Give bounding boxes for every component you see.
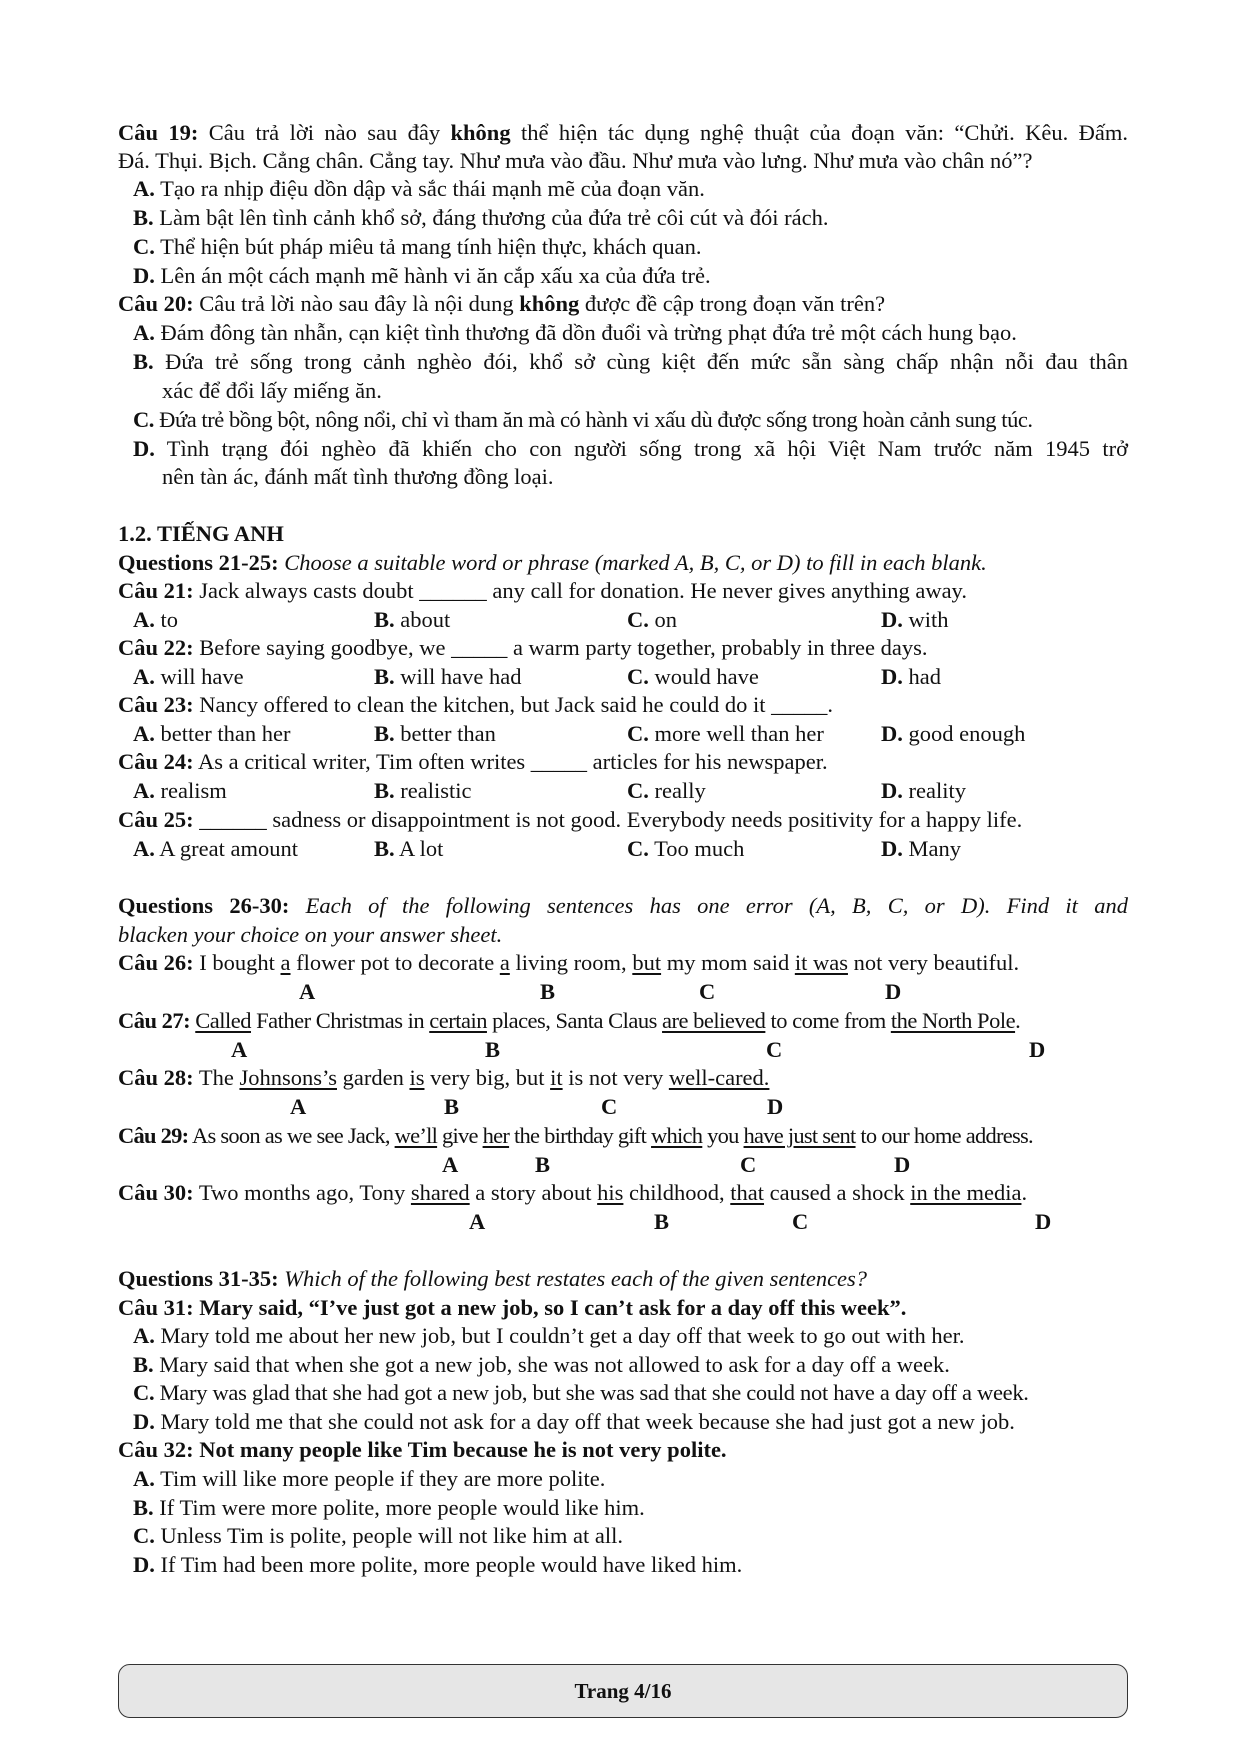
section-heading-english: 1.2. TIẾNG ANH: [118, 521, 284, 546]
q27-sentence: Câu 27: Called Father Christmas in certain places, Santa Claus are believed to come from the North Pole.: [118, 1008, 1021, 1033]
q27-letter-b: B: [485, 1037, 501, 1062]
q28-part-b[interactable]: is: [409, 1065, 425, 1090]
q20-option-d[interactable]: D. Tình trạng đói nghèo đã khiến cho con người sống trong xã hội Việt Nam trước năm 1945 trở: [133, 436, 1128, 461]
q24-option-a[interactable]: A. realism: [133, 778, 227, 803]
page-footer: [118, 1664, 1128, 1718]
q26-sentence: Câu 26: I bought a flower pot to decorate a living room, but my mom said it was not very beautiful.: [118, 950, 1020, 975]
q24-option-c[interactable]: C. really: [627, 778, 706, 803]
q30-sentence: Câu 30: Two months ago, Tony shared a story about his childhood, that caused a shock in the media.: [118, 1180, 1028, 1205]
q26-part-d[interactable]: it was: [794, 950, 848, 975]
q29-part-c[interactable]: which: [651, 1123, 703, 1148]
q28-letter-b: B: [444, 1094, 460, 1119]
q30-part-a[interactable]: shared: [410, 1180, 470, 1205]
q26-letter-a: A: [299, 979, 316, 1004]
q29-letter-d: D: [894, 1152, 911, 1177]
q29-letter-a: A: [442, 1152, 459, 1177]
q19-stem-line2: Đá. Thụi. Bịch. Cẳng chân. Cẳng tay. Như mưa vào đầu. Như mưa vào lưng. Như mưa vào chân nó”?: [118, 148, 1033, 173]
q29-letter-c: C: [740, 1152, 757, 1177]
q20-option-a[interactable]: A. Đám đông tàn nhẫn, cạn kiệt tình thương đã dồn đuổi và trừng phạt đứa trẻ một cách hung bạo.: [133, 320, 1017, 345]
q27-part-d[interactable]: the North Pole: [890, 1008, 1016, 1033]
q31-stem: Câu 31: Mary said, “I’ve just got a new job, so I can’t ask for a day off this week”.: [118, 1295, 907, 1320]
q27-part-c[interactable]: are believed: [662, 1008, 766, 1033]
q19-stem: Câu 19: Câu trả lời nào sau đây không thể hiện tác dụng nghệ thuật của đoạn văn: “Chửi. Kêu. Đấm.: [118, 120, 1128, 145]
q29-part-d[interactable]: have just sent: [743, 1123, 856, 1148]
q29-sentence: Câu 29: As soon as we see Jack, we’ll give her the birthday gift which you have just sent to our home address.: [118, 1123, 1033, 1148]
q29-part-a[interactable]: we’ll: [394, 1123, 438, 1148]
q31-option-d[interactable]: D. Mary told me that she could not ask for a day off that week because she had just got a new job.: [133, 1409, 1015, 1434]
q19-option-c[interactable]: C. Thể hiện bút pháp miêu tả mang tính hiện thực, khách quan.: [133, 234, 702, 259]
q29-part-b[interactable]: her: [482, 1123, 510, 1148]
q28-letter-c: C: [601, 1094, 618, 1119]
q24-stem: Câu 24: As a critical writer, Tim often writes _____ articles for his newspaper.: [118, 749, 828, 774]
q25-option-c[interactable]: C. Too much: [627, 836, 745, 861]
q32-option-b[interactable]: B. If Tim were more polite, more people would like him.: [133, 1495, 645, 1520]
q20-label: Câu 20:: [118, 291, 194, 316]
q29-letter-b: B: [535, 1152, 551, 1177]
q30-part-d[interactable]: in the media: [910, 1180, 1022, 1205]
q19-option-a[interactable]: A. Tạo ra nhịp điệu dồn dập và sắc thái mạnh mẽ của đoạn văn.: [133, 176, 705, 201]
q19-option-b[interactable]: B. Làm bật lên tình cảnh khổ sở, đáng thương của đứa trẻ côi cút và đói rách.: [133, 205, 829, 230]
q26-part-a[interactable]: a: [280, 950, 291, 975]
q27-letter-c: C: [766, 1037, 783, 1062]
q28-part-c[interactable]: it: [550, 1065, 563, 1090]
q23-option-a[interactable]: A. better than her: [133, 721, 291, 746]
q26-letter-b: B: [540, 979, 556, 1004]
q20-option-c[interactable]: C. Đứa trẻ bồng bột, nông nổi, chỉ vì tham ăn mà có hành vi xấu dù được sống trong hoàn cảnh sung túc.: [133, 407, 1033, 432]
q27-part-a[interactable]: Called: [195, 1008, 251, 1033]
q28-letter-a: A: [290, 1094, 307, 1119]
q23-option-d[interactable]: D. good enough: [881, 721, 1026, 746]
q26-part-c[interactable]: but: [632, 950, 662, 975]
q30-letter-c: C: [792, 1209, 809, 1234]
group2-instruction-line2: blacken your choice on your answer sheet.: [118, 922, 503, 947]
q19-option-d[interactable]: D. Lên án một cách mạnh mẽ hành vi ăn cắp xấu xa của đứa trẻ.: [133, 263, 711, 288]
q30-letter-b: B: [654, 1209, 670, 1234]
q32-option-a[interactable]: A. Tim will like more people if they are more polite.: [133, 1466, 606, 1491]
q32-option-c[interactable]: C. Unless Tim is polite, people will not like him at all.: [133, 1523, 623, 1548]
q20-option-b-cont: xác để đổi lấy miếng ăn.: [162, 378, 382, 403]
q22-option-c[interactable]: C. would have: [627, 664, 759, 689]
q28-part-a[interactable]: Johnsons’s: [239, 1065, 337, 1090]
q21-option-b[interactable]: B. about: [374, 607, 451, 632]
q23-option-c[interactable]: C. more well than her: [627, 721, 824, 746]
group3-instruction: Questions 31-35: Which of the following best restates each of the given sentences?: [118, 1266, 868, 1291]
q26-letter-c: C: [699, 979, 716, 1004]
q21-option-d[interactable]: D. with: [881, 607, 949, 632]
q28-part-d[interactable]: well-cared.: [668, 1065, 770, 1090]
q25-option-a[interactable]: A. A great amount: [133, 836, 298, 861]
q32-option-d[interactable]: D. If Tim had been more polite, more people would have liked him.: [133, 1552, 743, 1577]
q27-part-b[interactable]: certain: [429, 1008, 487, 1033]
q26-letter-d: D: [885, 979, 902, 1004]
q21-option-a[interactable]: A. to: [133, 607, 179, 632]
group2-instruction: Questions 26-30: Each of the following sentences has one error (A, B, C, or D). Find it and: [118, 893, 1128, 918]
q21-option-c[interactable]: C. on: [627, 607, 677, 632]
q32-stem: Câu 32: Not many people like Tim because he is not very polite.: [118, 1437, 727, 1462]
q24-option-b[interactable]: B. realistic: [374, 778, 472, 803]
q25-option-b[interactable]: B. A lot: [374, 836, 444, 861]
q28-letter-d: D: [767, 1094, 784, 1119]
q22-option-b[interactable]: B. will have had: [374, 664, 522, 689]
q20-stem: Câu 20: Câu trả lời nào sau đây là nội dung không được đề cập trong đoạn văn trên?: [118, 291, 886, 316]
q30-part-c[interactable]: that: [730, 1180, 765, 1205]
q31-option-c[interactable]: C. Mary was glad that she had got a new job, but she was sad that she could not have a day off a week.: [133, 1380, 1029, 1405]
page-number: Trang 4/16: [574, 1679, 672, 1703]
q31-option-b[interactable]: B. Mary said that when she got a new job, she was not allowed to ask for a day off a week.: [133, 1352, 950, 1377]
q23-stem: Câu 23: Nancy offered to clean the kitchen, but Jack said he could do it _____.: [118, 692, 834, 717]
q30-letter-a: A: [469, 1209, 486, 1234]
q25-option-d[interactable]: D. Many: [881, 836, 961, 861]
q28-sentence: Câu 28: The Johnsons’s garden is very big, but it is not very well-cared.: [118, 1065, 770, 1090]
q21-stem: Câu 21: Jack always casts doubt ______ any call for donation. He never gives anything away.: [118, 578, 967, 603]
q27-letter-a: A: [231, 1037, 248, 1062]
q22-option-d[interactable]: D. had: [881, 664, 941, 689]
q30-letter-d: D: [1035, 1209, 1052, 1234]
q25-stem: Câu 25: ______ sadness or disappointment is not good. Everybody needs positivity for a happy life.: [118, 807, 1023, 832]
q27-letter-d: D: [1029, 1037, 1046, 1062]
q20-option-b[interactable]: B. Đứa trẻ sống trong cảnh nghèo đói, khổ sở cùng kiệt đến mức sẵn sàng chấp nhận nỗi đau thân: [133, 349, 1128, 374]
q23-option-b[interactable]: B. better than: [374, 721, 496, 746]
q19-label: Câu 19:: [118, 120, 199, 145]
q22-option-a[interactable]: A. will have: [133, 664, 244, 689]
q20-option-d-cont: nên tàn ác, đánh mất tình thương đồng loại.: [162, 464, 554, 489]
q26-part-b[interactable]: a: [499, 950, 510, 975]
q30-part-b[interactable]: his: [597, 1180, 624, 1205]
q31-option-a[interactable]: A. Mary told me about her new job, but I couldn’t get a day off that week to go out with her.: [133, 1323, 965, 1348]
q22-stem: Câu 22: Before saying goodbye, we _____ a warm party together, probably in three days.: [118, 635, 928, 660]
group1-instruction: Questions 21-25: Choose a suitable word or phrase (marked A, B, C, or D) to fill in each blank.: [118, 550, 987, 575]
q24-option-d[interactable]: D. reality: [881, 778, 966, 803]
